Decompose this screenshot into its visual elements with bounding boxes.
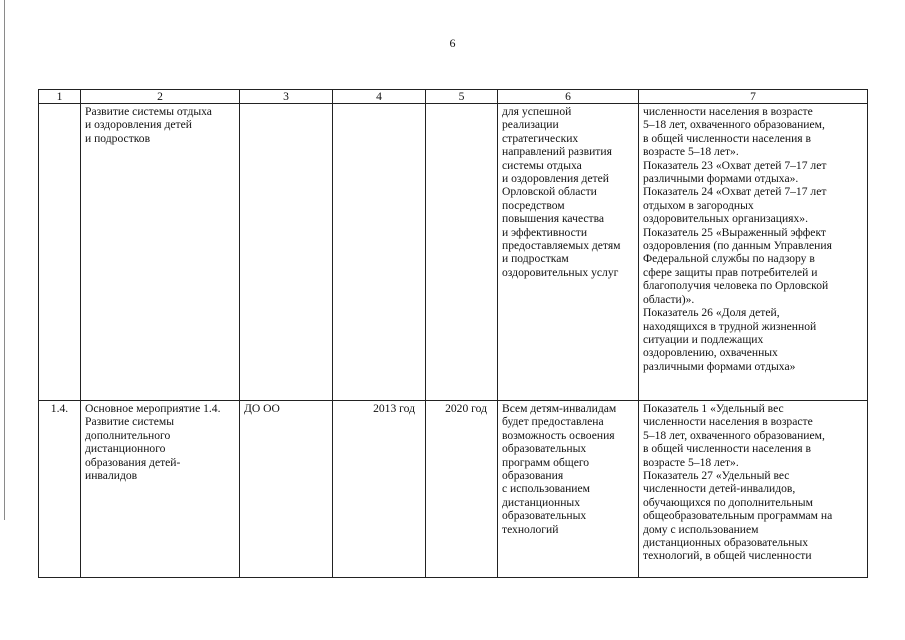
cell-line: посредством <box>502 198 565 212</box>
cell-line: с использованием <box>502 482 590 496</box>
cell-line: ситуации и подлежащих <box>643 332 764 346</box>
cell-line: повышения качества <box>502 212 605 226</box>
cell-indicators <box>639 401 868 578</box>
cell-line: численности населения в возрасте <box>643 415 813 429</box>
program-table <box>38 89 868 578</box>
cell-line: Основное мероприятие 1.4. <box>85 402 221 415</box>
cell-line: предоставляемых детям <box>502 239 621 253</box>
cell-line: Показатель 27 «Удельный вес <box>643 469 790 483</box>
header-col-3: 3 <box>240 90 333 104</box>
cell-activity <box>81 104 240 401</box>
cell-line: дополнительного <box>85 428 171 442</box>
cell-line: Всем детям-инвалидам <box>502 402 617 415</box>
cell-line: технологий <box>502 522 559 536</box>
cell-line: оздоровительных услуг <box>502 265 619 279</box>
cell-executor: ДО ОО <box>240 401 333 578</box>
header-col-7: 7 <box>639 90 868 104</box>
cell-line: и подросткам <box>502 252 569 266</box>
cell-activity <box>81 401 240 578</box>
cell-line: и оздоровления детей <box>85 118 192 132</box>
header-col-1: 1 <box>39 90 81 104</box>
cell-executor <box>240 104 333 401</box>
cell-line: Показатель 23 «Охват детей 7–17 лет <box>643 158 827 172</box>
cell-line: реализации <box>502 118 559 132</box>
cell-line: различными формами отдыха» <box>643 359 796 373</box>
cell-line: благополучия человека по Орловской <box>643 279 829 293</box>
cell-line: и оздоровления детей <box>502 172 609 186</box>
cell-line: Показатель 24 «Охват детей 7–17 лет <box>643 185 827 199</box>
cell-line: Развитие системы <box>85 415 175 429</box>
cell-line: возрасте 5–18 лет». <box>643 455 739 469</box>
cell-line: различными формами отдыха». <box>643 172 799 186</box>
cell-line: возрасте 5–18 лет». <box>643 145 739 159</box>
cell-end-year <box>426 104 498 401</box>
cell-line: системы отдыха <box>502 158 582 172</box>
cell-expected-result <box>498 401 639 578</box>
cell-start-year <box>333 104 426 401</box>
table-header-row <box>39 90 868 104</box>
cell-line: Показатель 25 «Выраженный эффект <box>643 225 826 239</box>
cell-line: Орловской области <box>502 185 597 199</box>
cell-line: дистанционных <box>502 495 581 509</box>
cell-line: и подростков <box>85 131 151 145</box>
cell-end-year: 2020 год <box>426 401 498 578</box>
cell-line: отдыхом в загородных <box>643 198 754 212</box>
cell-line: инвалидов <box>85 469 138 483</box>
cell-line: образования детей- <box>85 455 181 469</box>
cell-line: оздоровлению, охваченных <box>643 346 778 360</box>
cell-line: дистанционного <box>85 442 166 456</box>
cell-indicators <box>639 104 868 401</box>
cell-line: Показатель 26 «Доля детей, <box>643 306 780 320</box>
header-col-2: 2 <box>81 90 240 104</box>
cell-line: в общей численности населения в <box>643 131 811 145</box>
cell-line: стратегических <box>502 131 579 145</box>
cell-line: образовательных <box>502 442 587 456</box>
table-row <box>39 401 868 578</box>
cell-line: дистанционных образовательных <box>643 536 809 550</box>
cell-line: и эффективности <box>502 225 588 239</box>
cell-line: будет предоставлена <box>502 415 604 429</box>
cell-line: сфере защиты прав потребителей и <box>643 265 818 279</box>
cell-line: программ общего <box>502 455 590 469</box>
cell-line: возможность освоения <box>502 428 615 442</box>
page-number: 6 <box>449 36 456 50</box>
cell-line: 5–18 лет, охваченного образованием, <box>643 118 825 132</box>
cell-line: общеобразовательным программам на <box>643 509 833 523</box>
cell-line: Развитие системы отдыха <box>85 105 212 118</box>
cell-line: образования <box>502 469 564 483</box>
cell-line: оздоровительных организациях». <box>643 212 808 226</box>
cell-line: численности детей-инвалидов, <box>643 482 796 496</box>
table-row <box>39 104 868 401</box>
cell-line: дому с использованием <box>643 522 759 536</box>
cell-line: направлений развития <box>502 145 612 159</box>
cell-line: области)». <box>643 292 695 306</box>
cell-line: численности населения в возрасте <box>643 105 813 118</box>
cell-number <box>39 104 81 401</box>
cell-start-year: 2013 год <box>333 401 426 578</box>
header-col-6: 6 <box>498 90 639 104</box>
cell-line: оздоровления (по данным Управления <box>643 239 832 253</box>
cell-line: технологий, в общей численности <box>643 549 812 563</box>
cell-line: 5–18 лет, охваченного образованием, <box>643 428 825 442</box>
cell-line: Федеральной службы по надзору в <box>643 252 815 266</box>
cell-line: находящихся в трудной жизненной <box>643 319 817 333</box>
cell-line: для успешной <box>502 105 572 118</box>
header-col-5: 5 <box>426 90 498 104</box>
header-col-4: 4 <box>333 90 426 104</box>
cell-expected-result <box>498 104 639 401</box>
cell-line: Показатель 1 «Удельный вес <box>643 402 784 415</box>
page-left-edge <box>4 0 5 520</box>
cell-line: образовательных <box>502 509 587 523</box>
cell-number: 1.4. <box>39 401 81 578</box>
cell-line: в общей численности населения в <box>643 442 811 456</box>
cell-line: обучающихся по дополнительным <box>643 495 813 509</box>
